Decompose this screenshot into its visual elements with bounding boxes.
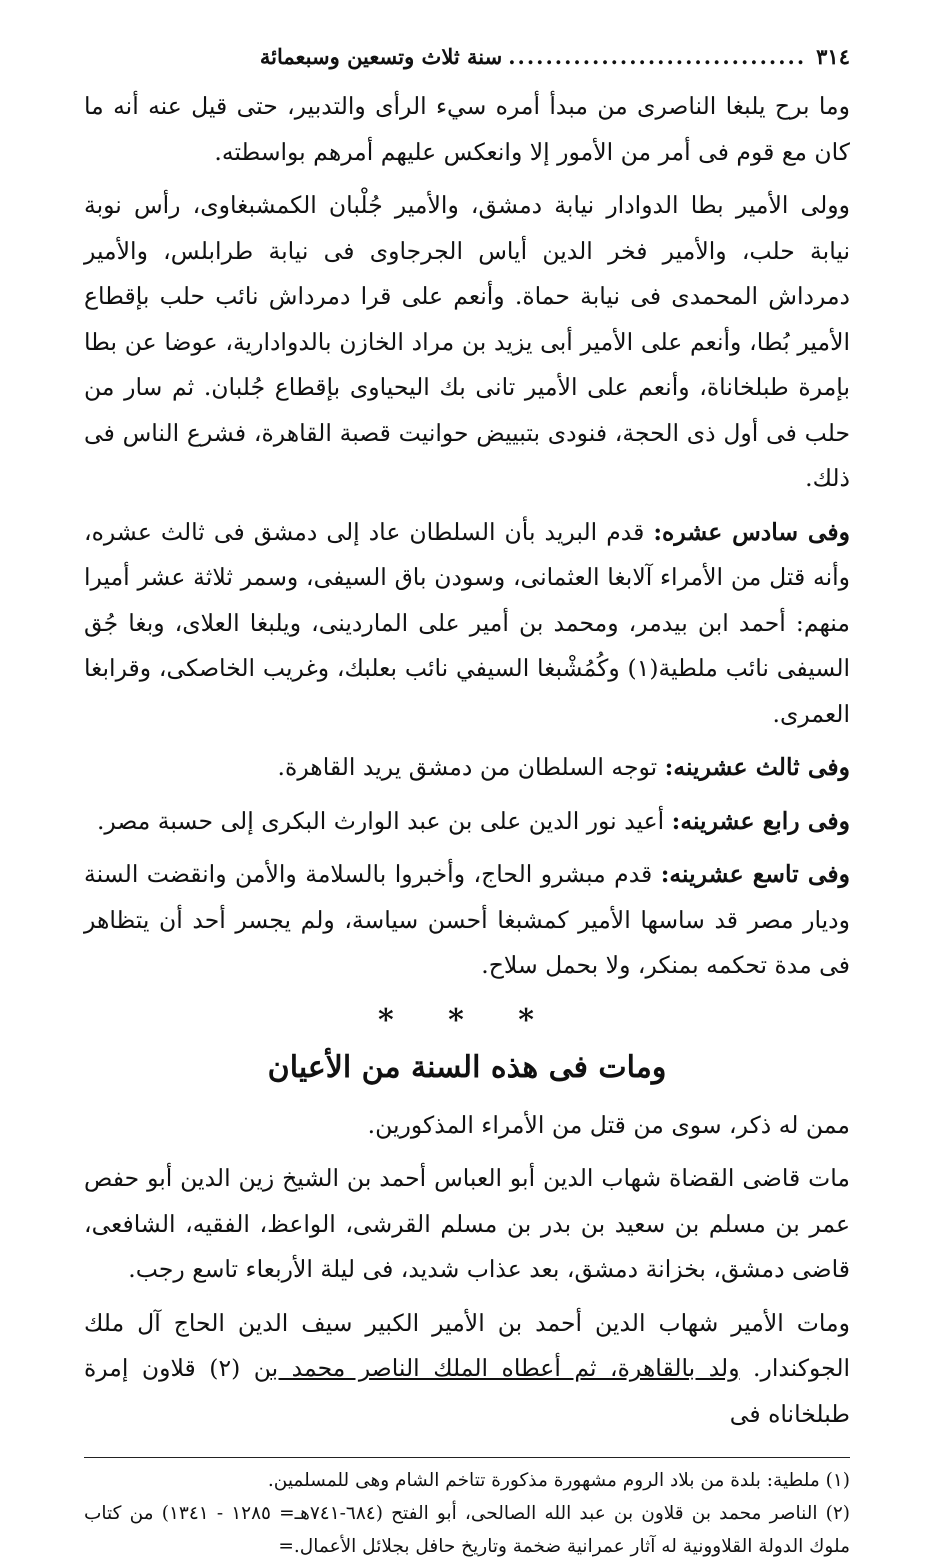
paragraph-text: قدم مبشرو الحاج، وأخبروا بالسلامة والأمن وانقضت السنة وديار مصر قد ساسها الأمير كمشبغا أحسن سياسة، ولم يجسر أحد أن يتظاهر فى مدة تحكمه بمنكر، ولا بحمل سلاح.: [84, 860, 850, 979]
section-paragraph-2: [84, 1156, 850, 1293]
paragraph-text: توجه السلطان من دمشق يريد القاهرة.: [277, 753, 658, 781]
section-paragraph-1: [84, 1103, 850, 1149]
paragraph-lead: وفى رابع عشرينه:: [671, 806, 850, 835]
paragraph-text: ممن له ذكر، سوى من قتل من الأمراء المذكورين.: [367, 1110, 850, 1139]
paragraph-lead: وفى تاسع عشرينه:: [660, 860, 850, 888]
paragraph-lead: وفى سادس عشره:: [653, 517, 850, 546]
page-number: ٣١٤: [816, 44, 850, 69]
paragraph-5: [84, 799, 850, 845]
section-separator: * * *: [378, 1002, 556, 1038]
paragraph-4: [84, 745, 850, 791]
footnote-2: (٢) الناصر محمد بن قلاون بن عبد الله الصالحى، أبو الفتح (٦٨٤-٧٤١هـ= ١٢٨٥ - ١٣٤١) من كتاب ملوك الدولة القلاوونية له آثار عمرانية ضخمة وتاريخ حافل بجلائل الأعمال.=: [84, 1503, 851, 1557]
paragraph-1: [84, 84, 850, 175]
section-paragraph-3: [84, 1301, 850, 1438]
footnote-1: (١) ملطية: بلدة من بلاد الروم مشهورة مذكورة تتاخم الشام وهى للمسلمين.: [267, 1470, 850, 1491]
paragraph-text: ومات الأمير شهاب الدين أحمد بن الأمير الكبير سيف الدين الحاج آل ملك الجوكندار.: [84, 1308, 851, 1382]
section-title: ومات فى هذه السنة من الأعيان: [267, 1049, 667, 1085]
header-dots: ................................: [508, 44, 807, 69]
paragraph-text: مات قاضى القضاة شهاب الدين أبو العباس أحمد بن الشيخ زين الدين أبو حفص عمر بن مسلم بن سعيد بن بدر بن مسلم القرشى، الواعظ، الفقيه، الشافعى، قاضى دمشق، بخزانة دمشق، بعد عذاب شديد، فى ليلة الأربعاء تاسع رجب.: [84, 1164, 850, 1283]
footnotes: [84, 1457, 850, 1563]
paragraph-2: [84, 183, 850, 502]
paragraph-text: وولى الأمير بطا الدوادار نيابة دمشق، والأمير جُلْبان الكمشبغاوى، رأس نوبة نيابة حلب، والأمير فخر الدين أياس الجرجاوى فى نيابة طرابلس، والأمير دمرداش المحمدى فى نيابة حماة. وأنعم على قرا دمرداش نائب حلب بإقطاع الأمير بُطا، وأنعم على الأمير أبى يزيد بن مراد الخازن بالدوادارية، عوضا عن بطا بإمرة طبلخاناة، وأنعم على الأمير تانى بك اليحياوى بإقطاع جُلبان. ثم سار من حلب فى أول ذى الحجة، فنودى بتبييض حوانيت قصبة القاهرة، فشرع الناس فى ذلك.: [84, 191, 850, 492]
paragraph-lead: وفى ثالث عشرينه:: [664, 753, 850, 781]
running-header: [84, 44, 850, 84]
header-title: سنة ثلاث وتسعين وسبعمائة: [259, 44, 503, 69]
underlined-text: ولد بالقاهرة، ثم أعطاه الملك الناصر محمد بن: [253, 1354, 740, 1382]
paragraph-6: [84, 852, 850, 989]
paragraph-text: وما برح يلبغا الناصرى من مبدأ أمره سيء الرأى والتدبير، حتى قيل عنه أنه ما كان مع قوم فى أمر من الأمور إلا وانعكس عليهم أمرهم بواسطته.: [84, 92, 850, 166]
paragraph-text: أعيد نور الدين على بن عبد الوارث البكرى إلى حسبة مصر.: [96, 806, 665, 835]
paragraph-3: [84, 510, 850, 738]
paragraph-text: (٢) قلاون إمرة طبلخاناه فى: [84, 1354, 850, 1428]
paragraph-text: قدم البريد بأن السلطان عاد إلى دمشق فى ثالث عشره، وأنه قتل من الأمراء آلابغا العثمانى، وسودن باق السيفى، وسمر ثلاثة عشر أميرا منهم: أحمد ابن بيدمر، ومحمد بن أمير على الماردينى، ويلبغا العلاى، وبغا جُق السيفى نائب ملطية(١) وكُمُشْبغا السيفي نائب بعلبك، وغريب الخاصكى، وقرابغا العمرى.: [84, 517, 851, 728]
